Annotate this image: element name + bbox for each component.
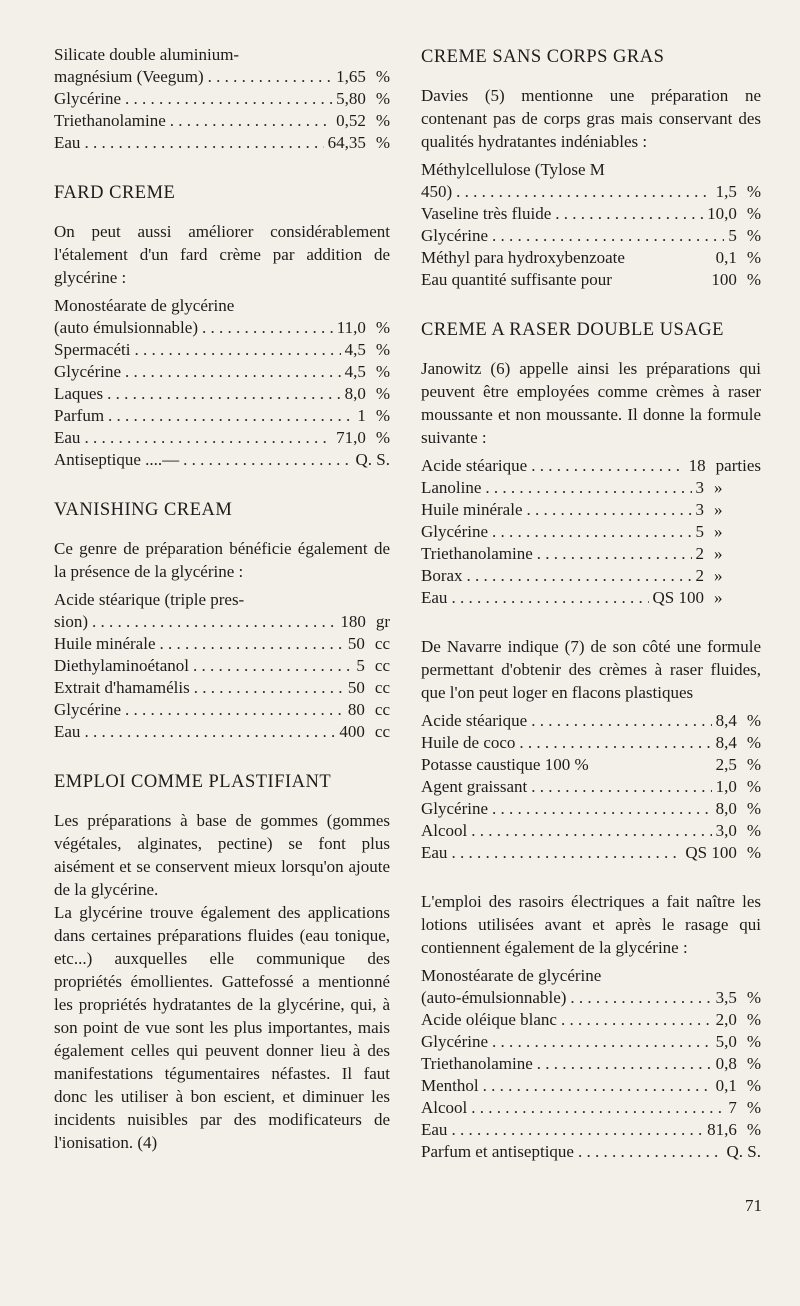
ingredient-name: Glycérine — [421, 799, 489, 818]
ingredient-qty: 7 — [728, 1098, 737, 1117]
ingredient-unit: » — [714, 500, 723, 519]
ingredient-name: Huile de coco — [421, 733, 516, 752]
ingredient-name: Eau — [421, 843, 448, 862]
right-column — [421, 44, 761, 1189]
formula-row — [54, 677, 390, 699]
formula-row — [421, 732, 761, 754]
formula-row — [421, 587, 761, 609]
formula-row — [421, 1141, 761, 1163]
ingredient-name: Triethanolamine — [54, 111, 166, 130]
section-heading: CREME A RASER DOUBLE USAGE — [421, 320, 724, 340]
ingredient-unit: % — [746, 821, 761, 840]
section-heading: CREME SANS CORPS GRAS — [421, 47, 665, 67]
ingredient-qty: Q. S. — [355, 450, 390, 469]
ingredient-name: magnésium (Veegum) — [54, 67, 204, 86]
ingredient-qty: 11,0 — [336, 318, 366, 337]
ingredient-name: Spermacéti — [54, 340, 131, 359]
formula-row — [54, 88, 390, 110]
ingredient-unit: % — [746, 1076, 761, 1095]
ingredient-unit: % — [375, 384, 390, 403]
formula-row — [54, 383, 390, 405]
ingredient-qty: Q. S. — [726, 1142, 761, 1161]
ingredient-name: (auto-émulsionnable) — [421, 988, 567, 1007]
ingredient-qty: 1,65 — [336, 67, 366, 86]
ingredient-unit: » — [714, 522, 723, 541]
ingredient-name: Méthyl para hydroxybenzoate — [421, 248, 625, 267]
ingredient-name: Eau quantité suffisante pour — [421, 270, 612, 289]
ingredient-name: Glycérine — [54, 700, 122, 719]
ingredient-name: Glycérine — [421, 522, 489, 541]
ingredient-name: Eau — [421, 1120, 448, 1139]
ingredient-name: Glycérine — [421, 226, 489, 245]
page-number: 71 — [745, 1196, 762, 1215]
section-fard-creme — [54, 180, 390, 471]
formula-veegum — [54, 44, 390, 154]
ingredient-qty: 1 — [357, 406, 366, 425]
ingredient-unit: % — [375, 406, 390, 425]
section-text: Davies (5) mentionne une préparation ne contenant pas de corps gras mais conservant des qualités hydratantes indéniables : — [421, 86, 761, 151]
ingredient-unit: % — [746, 1098, 761, 1117]
ingredient-unit: cc — [374, 678, 390, 697]
ingredient-name: Parfum — [54, 406, 105, 425]
section-text: On peut aussi améliorer considérablement l'étalement d'un fard crème par addition de glycérine : — [54, 222, 390, 287]
formula-row — [421, 269, 761, 291]
ingredient-unit: gr — [375, 612, 390, 631]
section-heading: FARD CREME — [54, 183, 176, 203]
ingredient-unit: % — [375, 67, 390, 86]
ingredient-name: Glycérine — [54, 362, 122, 381]
formula-row — [54, 427, 390, 449]
ingredient-name: Alcool — [421, 1098, 468, 1117]
ingredient-qty: 1,0 — [715, 777, 737, 796]
ingredient-qty: 2,5 — [715, 755, 737, 774]
ingredient-name: Triethanolamine — [421, 1054, 533, 1073]
ingredient-qty: 2,0 — [715, 1010, 737, 1029]
ingredient-name: Acide oléique blanc — [421, 1010, 557, 1029]
formula-row — [54, 405, 390, 427]
formula-row — [54, 295, 390, 317]
ingredient-unit: % — [746, 248, 761, 267]
ingredient-qty: 50 — [347, 678, 365, 697]
ingredient-unit: % — [375, 428, 390, 447]
ingredient-name: Huile minérale — [421, 500, 523, 519]
formula-row — [54, 132, 390, 154]
formula-row — [421, 225, 761, 247]
ingredient-unit: % — [746, 988, 761, 1007]
ingredient-unit: » — [714, 478, 723, 497]
formula-row — [421, 1075, 761, 1097]
section-heading: VANISHING CREAM — [54, 500, 233, 520]
formula-row — [54, 633, 390, 655]
ingredient-name: Potasse caustique 100 % — [421, 755, 589, 774]
ingredient-unit: % — [746, 799, 761, 818]
ingredient-qty: 80 — [347, 700, 365, 719]
formula-row — [54, 655, 390, 677]
ingredient-unit: % — [746, 777, 761, 796]
ingredient-name: Monostéarate de glycérine — [421, 966, 602, 985]
section-vanishing-cream — [54, 497, 390, 743]
section-heading: EMPLOI COMME PLASTIFIANT — [54, 772, 332, 792]
section-creme-sans-corps-gras — [421, 44, 761, 291]
ingredient-unit: cc — [374, 634, 390, 653]
ingredient-unit: % — [746, 1120, 761, 1139]
ingredient-qty: 180 — [340, 612, 366, 631]
ingredient-qty: 8,4 — [715, 711, 737, 730]
ingredient-unit: % — [375, 133, 390, 152]
ingredient-qty: 8,0 — [715, 799, 737, 818]
ingredient-unit: % — [746, 1032, 761, 1051]
ingredient-unit: cc — [374, 656, 390, 675]
ingredient-name: Lanoline — [421, 478, 482, 497]
formula-row — [54, 110, 390, 132]
formula-row — [421, 798, 761, 820]
ingredient-qty: 3,0 — [715, 821, 737, 840]
formula-row — [421, 159, 761, 181]
ingredient-qty: 5 — [356, 656, 365, 675]
ingredient-name: Eau — [54, 133, 81, 152]
formula-row — [421, 965, 761, 987]
ingredient-name: 450) — [421, 182, 453, 201]
ingredient-qty: 4,5 — [344, 340, 366, 359]
formula-row — [421, 565, 761, 587]
ingredient-qty: 0,8 — [715, 1054, 737, 1073]
formula-row — [421, 181, 761, 203]
ingredient-name: Acide stéarique — [421, 711, 528, 730]
ingredient-qty: 5 — [695, 522, 704, 541]
ingredient-unit: % — [746, 1054, 761, 1073]
formula-row — [421, 754, 761, 776]
ingredient-unit: % — [746, 1010, 761, 1029]
section-text: De Navarre indique (7) de son côté une formule permettant d'obtenir des crèmes à raser fluides, que l'on peut loger en flacons plastiques — [421, 637, 761, 702]
formula-row — [421, 987, 761, 1009]
ingredient-name: Monostéarate de glycérine — [54, 296, 235, 315]
formula-row — [421, 543, 761, 565]
ingredient-qty: 400 — [339, 722, 365, 741]
ingredient-qty: 3,5 — [715, 988, 737, 1007]
ingredient-qty: 100 — [711, 270, 737, 289]
ingredient-qty: 8,4 — [715, 733, 737, 752]
ingredient-qty: 10,0 — [707, 204, 737, 223]
formula-row — [421, 1031, 761, 1053]
ingredient-qty: 3 — [695, 500, 704, 519]
formula-row — [421, 203, 761, 225]
section-creme-a-raser — [421, 317, 761, 609]
ingredient-name: Silicate double aluminium- — [54, 45, 240, 64]
ingredient-qty: 50 — [347, 634, 365, 653]
formula-row — [54, 361, 390, 383]
ingredient-qty: 1,5 — [715, 182, 737, 201]
formula-row — [421, 1097, 761, 1119]
formula-row — [54, 699, 390, 721]
formula-row — [54, 66, 390, 88]
ingredient-unit: % — [746, 733, 761, 752]
ingredient-name: Parfum et antiseptique — [421, 1142, 574, 1161]
ingredient-qty: QS 100 — [652, 588, 704, 607]
ingredient-name: Extrait d'hamamélis — [54, 678, 190, 697]
ingredient-name: Eau — [421, 588, 448, 607]
formula-row — [421, 1009, 761, 1031]
ingredient-unit: % — [746, 204, 761, 223]
section-lotions — [421, 890, 761, 1163]
formula-row — [54, 589, 390, 611]
ingredient-unit: % — [746, 843, 761, 862]
ingredient-unit: % — [746, 270, 761, 289]
ingredient-name: Glycérine — [54, 89, 122, 108]
ingredient-name: Eau — [54, 428, 81, 447]
ingredient-qty: 2 — [695, 566, 704, 585]
ingredient-unit: % — [746, 182, 761, 201]
formula-row — [54, 317, 390, 339]
ingredient-qty: QS 100 — [685, 843, 737, 862]
ingredient-unit: % — [746, 711, 761, 730]
ingredient-unit: » — [714, 544, 723, 563]
ingredient-unit: parties — [715, 456, 761, 475]
formula-row — [54, 339, 390, 361]
ingredient-name: (auto émulsionnable) — [54, 318, 198, 337]
formula-row — [421, 1119, 761, 1141]
left-column — [54, 44, 390, 1180]
ingredient-unit: % — [746, 755, 761, 774]
formula-row — [421, 710, 761, 732]
section-text: Ce genre de préparation bénéficie également de la présence de la glycérine : — [54, 539, 390, 581]
formula-row — [54, 721, 390, 743]
ingredient-name: Méthylcellulose (Tylose M — [421, 160, 605, 179]
formula-row — [54, 449, 390, 471]
ingredient-name: Eau — [54, 722, 81, 741]
ingredient-unit: » — [714, 566, 723, 585]
ingredient-name: Diethylaminoétanol — [54, 656, 190, 675]
formula-row — [421, 455, 761, 477]
ingredient-unit: » — [714, 588, 723, 607]
formula-row — [421, 820, 761, 842]
ingredient-name: Glycérine — [421, 1032, 489, 1051]
ingredient-unit: % — [375, 340, 390, 359]
formula-row — [421, 842, 761, 864]
ingredient-qty: 0,52 — [336, 111, 366, 130]
ingredient-unit: % — [746, 226, 761, 245]
section-text: Janowitz (6) appelle ainsi les préparations qui peuvent être employées comme crèmes à raser moussante et non moussante. Il donne la formule suivante : — [421, 359, 761, 447]
paragraph: La glycérine trouve également des applications dans certaines préparations fluides (eau tonique, etc...) auxquelles elle communique des propriétés émollientes. Gattefossé a mentionné les propriétés hydratantes de la glycérine, qui, à son point de vue sont les plus importantes, mais également celles qui peuvent donner lieu à des manifestations tégumentaires néfastes. Il faut donc les utiliser à bon escient, et diminuer les incidents nuisibles par des modificateurs de l'ionisation. (4) — [54, 903, 390, 1152]
ingredient-unit: % — [375, 362, 390, 381]
ingredient-unit: % — [375, 111, 390, 130]
ingredient-qty: 3 — [695, 478, 704, 497]
ingredient-name: Alcool — [421, 821, 468, 840]
formula-row — [421, 1053, 761, 1075]
ingredient-unit: cc — [374, 700, 390, 719]
ingredient-qty: 5,0 — [715, 1032, 737, 1051]
ingredient-name: Huile minérale — [54, 634, 156, 653]
ingredient-unit: % — [375, 318, 390, 337]
ingredient-qty: 0,1 — [715, 248, 737, 267]
ingredient-qty: 8,0 — [344, 384, 366, 403]
formula-row — [421, 477, 761, 499]
formula-row — [421, 499, 761, 521]
ingredient-qty: 4,5 — [344, 362, 366, 381]
ingredient-qty: 71,0 — [336, 428, 366, 447]
ingredient-name: Laques — [54, 384, 104, 403]
ingredient-name: sion) — [54, 612, 88, 631]
section-de-navarre — [421, 635, 761, 864]
ingredient-qty: 64,35 — [327, 133, 366, 152]
paragraph: Les préparations à base de gommes (gommes végétales, alginates, pectine) se font plus aisément et se conservent mieux lorsqu'on ajoute de la glycérine. — [54, 811, 390, 899]
ingredient-qty: 81,6 — [707, 1120, 737, 1139]
ingredient-name: Vaseline très fluide — [421, 204, 552, 223]
formula-row — [421, 521, 761, 543]
ingredient-name: Acide stéarique (triple pres- — [54, 590, 245, 609]
ingredient-name: Antiseptique ....— — [54, 450, 180, 469]
ingredient-name: Menthol — [421, 1076, 479, 1095]
ingredient-unit: % — [375, 89, 390, 108]
ingredient-qty: 18 — [688, 456, 706, 475]
ingredient-qty: 5,80 — [336, 89, 366, 108]
ingredient-unit: cc — [374, 722, 390, 741]
formula-row — [54, 611, 390, 633]
ingredient-name: Agent graissant — [421, 777, 528, 796]
ingredient-qty: 2 — [695, 544, 704, 563]
ingredient-name: Acide stéarique — [421, 456, 528, 475]
section-plastifiant — [54, 769, 390, 1154]
formula-row — [421, 776, 761, 798]
ingredient-name: Borax — [421, 566, 463, 585]
formula-row — [54, 44, 390, 66]
section-text: L'emploi des rasoirs électriques a fait naître les lotions utilisées avant et après le rasage qui contiennent également de la glycérine : — [421, 892, 761, 957]
ingredient-qty: 0,1 — [715, 1076, 737, 1095]
ingredient-name: Triethanolamine — [421, 544, 533, 563]
ingredient-qty: 5 — [728, 226, 737, 245]
formula-row — [421, 247, 761, 269]
